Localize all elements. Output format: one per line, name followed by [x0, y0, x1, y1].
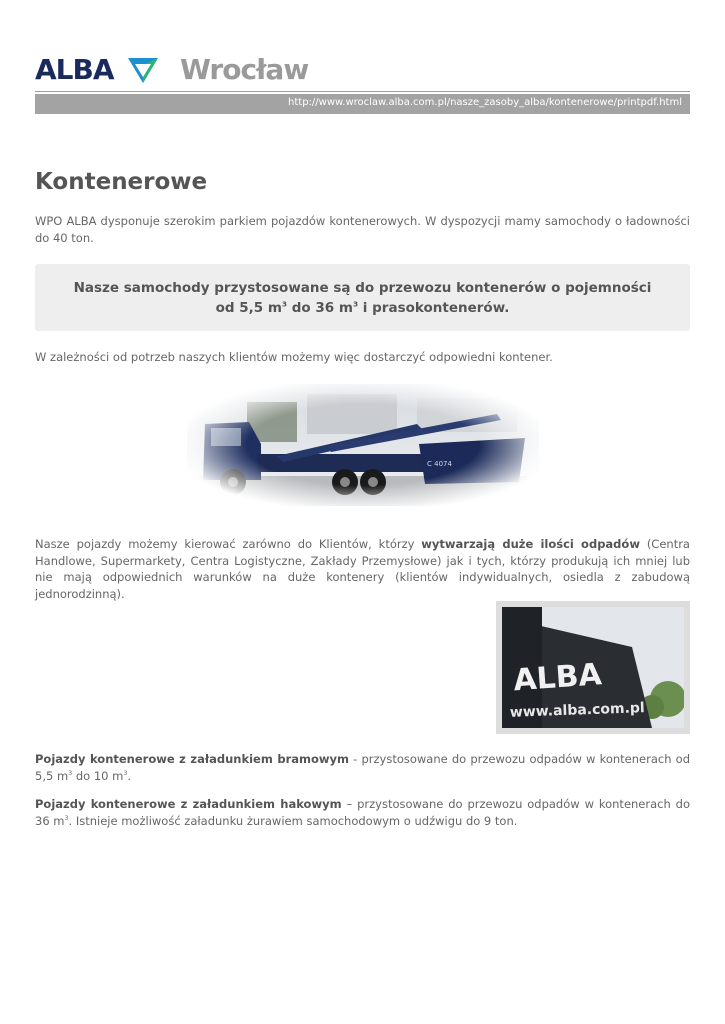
highlight-line2-a: od 5,5 m: [215, 300, 282, 316]
site-header: [35, 54, 690, 86]
highlight-line2-b: do 36 m: [287, 300, 353, 316]
container-truck-photo-icon: [187, 384, 539, 506]
alba-sign-photo-icon: [502, 607, 684, 728]
sign-url-text: www.alba.com.pl: [509, 700, 645, 721]
alba-logo-icon: [126, 55, 160, 85]
alba-sign-photo-frame: [496, 601, 690, 734]
superscript: 3: [68, 769, 73, 777]
url-bar: [35, 94, 690, 114]
highlight-line1: Nasze samochody przystosowane są do przewozu kontenerów o pojemności: [73, 280, 652, 296]
highlight-line2-c: i prasokontenerów.: [358, 300, 510, 316]
page-title: Kontenerowe: [35, 169, 208, 195]
highlight-text: [35, 278, 690, 318]
highlight-box: [35, 264, 690, 331]
bold-phrase: Pojazdy kontenerowe z załadunkiem hakowym: [35, 797, 342, 811]
alba-logo-text: ALBA: [35, 53, 114, 86]
paragraph-gantry-loading: Pojazdy kontenerowe z załadunkiem bramowym - przystosowane do przewozu odpadów w kontenerach od 5,5 $m^3$ do 10 $m^3$.: [35, 752, 690, 783]
superscript: 3: [352, 299, 359, 309]
header-divider: [35, 91, 690, 92]
paragraph-needs: W zależności od potrzeb naszych klientów możemy więc dostarczyć odpowiedni kontener.: [35, 350, 553, 364]
paragraph-clients: Nasze pojazdy możemy kierować zarówno do Klientów, którzy wytwarzają duże ilości odpadów (Centra Handlowe, Supermarkety, Centra Logistyczne, Zakłady Przemysłowe) jak i tych, którzy produkują ich mniej lub nie mają odpowiednich warunków na duże kontenery (klientów indywidualnych, osiedla z zabudową jednorodzinną).: [35, 537, 690, 601]
paragraph-hook-loading: Pojazdy kontenerowe z załadunkiem hakowym – przystosowane do przewozu odpadów w kontenerach do 36 $m^3$. Istnieje możliwość załadunku żurawiem samochodowym o udźwigu do 9 ton.: [35, 797, 690, 828]
bold-phrase: Pojazdy kontenerowe z załadunkiem bramowym: [35, 752, 349, 766]
superscript: 3: [64, 814, 69, 822]
bold-phrase: wytwarzają duże ilości odpadów: [421, 537, 640, 551]
intro-paragraph: WPO ALBA dysponuje szerokim parkiem pojazdów kontenerowych. W dyspozycji mamy samochody o ładowności do 40 ton.: [35, 214, 690, 245]
city-name: Wrocław: [180, 53, 309, 86]
sign-alba-text: ALBA: [512, 657, 603, 699]
superscript: 3: [281, 299, 288, 309]
page-url-link[interactable]: http://www.wroclaw.alba.com.pl/nasze_zasoby_alba/kontenerowe/printpdf.html: [288, 97, 682, 108]
superscript: 3: [123, 769, 128, 777]
